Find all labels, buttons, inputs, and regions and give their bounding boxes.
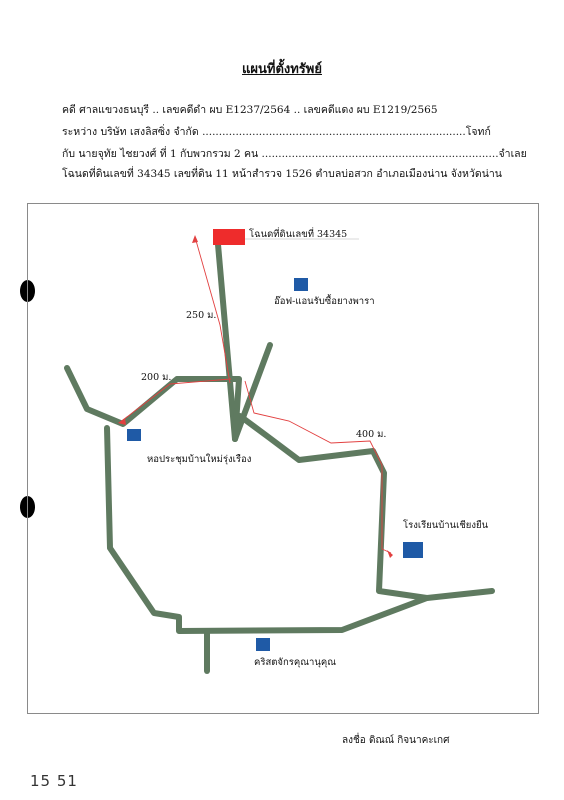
road-north bbox=[217, 233, 235, 439]
location-map bbox=[27, 203, 539, 714]
distance-label-250: 250 ม. bbox=[186, 310, 217, 321]
village-hall-label: หอประชุมบ้านใหม่รุ่งเรือง bbox=[147, 454, 252, 465]
signature-line: ลงชื่อ ดิณณ์ กิจนาคะเกศ bbox=[342, 735, 450, 746]
distance-label-200: 200 ม. bbox=[141, 372, 172, 383]
school-label: โรงเรียนบ้านเชียงยืน bbox=[403, 520, 489, 531]
distance-label-400: 400 ม. bbox=[356, 429, 387, 440]
rubber-shop-label: อ๊อฟ-แอนรับซื้อยางพารา bbox=[274, 296, 375, 307]
church-label: คริสตจักรคุณานุคุณ bbox=[254, 657, 337, 668]
route-east bbox=[245, 381, 391, 553]
village-hall-marker bbox=[127, 429, 141, 441]
target-plot-label: โฉนดที่ดินเลขที่ 34345 bbox=[249, 229, 348, 240]
church-marker bbox=[256, 638, 270, 651]
road-east-loop bbox=[235, 416, 492, 598]
handwritten-page-number: 15 51 bbox=[30, 772, 78, 790]
school-marker bbox=[403, 542, 423, 558]
rubber-shop-marker bbox=[294, 278, 308, 291]
plaintiff-line: ระหว่าง บริษัท เสงลิสซิ่ง จำกัด ...............................................................................โจทก์ bbox=[62, 126, 491, 138]
arrow-south-east bbox=[387, 550, 393, 558]
arrow-north bbox=[192, 235, 198, 243]
document-title: แผนที่ตั้งทรัพย์ bbox=[242, 62, 322, 77]
case-line: คดี ศาลแขวงธนบุรี .. เลขคดีดำ ผบ E1237/2564 .. เลขคดีแดง ผบ E1219/2565 bbox=[62, 104, 438, 116]
deed-line: โฉนดที่ดินเลขที่ 34345 เลขที่ดิน 11 หน้าสำรวจ 1526 ตำบลบ่อสวก อำเภอเมืองน่าน จังหวัดน่าน bbox=[62, 168, 502, 180]
target-plot-marker bbox=[213, 229, 245, 245]
defendant-line: กับ นายจุทัย ไชยวงศ์ ที่ 1 กับพวกรวม 2 คน .......................................................................จำเลย bbox=[62, 148, 527, 160]
